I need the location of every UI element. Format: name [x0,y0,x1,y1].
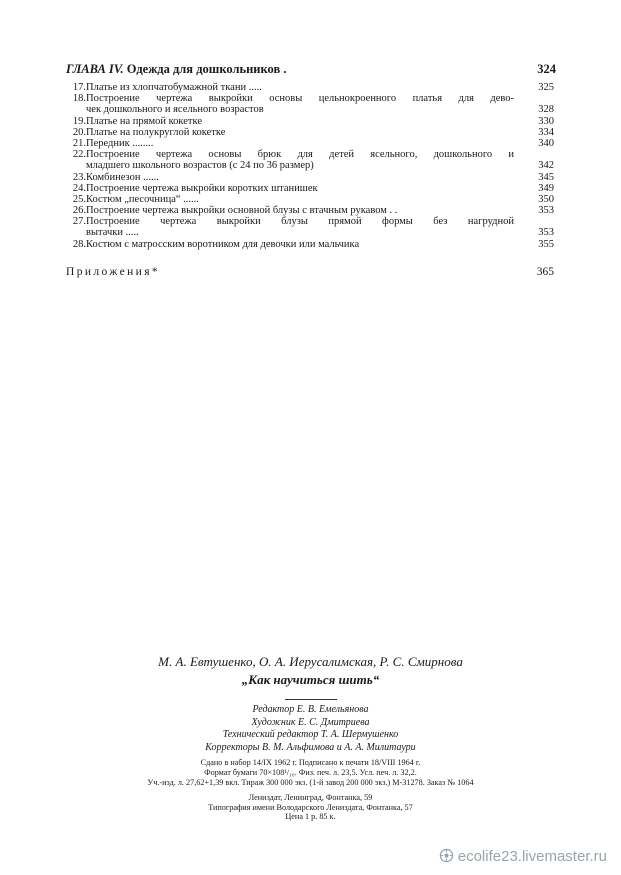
toc-entry-page: 355 [538,238,554,250]
toc-entry-page: 334 [538,126,554,138]
toc-entry-number: 18. [72,93,86,105]
watermark-text: ecolife23.livemaster.ru [457,848,607,865]
appendix-label: Приложения* [66,266,161,278]
toc-entry-page: 328 [538,104,554,116]
price-line: Цена 1 р. 85 к. [285,812,336,822]
printer-line: Типография имени Володарского Лениздата, Фонтанка, 57 [208,802,413,812]
toc-entry-number: 24. [72,182,86,194]
credit-editor: Редактор Е. В. Емельянова [252,704,369,715]
toc-entry-number: 21. [72,137,86,149]
table-of-contents [66,82,554,250]
print-detail-line: Сдано в набор 14/IX 1962 г. Подписано к печати 18/VIII 1964 г. [200,758,421,768]
toc-entry-text: Построение чертежа выкройки блузы прямой формы без нагрудной [86,216,514,228]
toc-entry-text: Платье на прямой кокетке [86,115,203,127]
toc-entry-text: Построение чертежа выкройки коротких штанишек [86,182,318,194]
toc-entry-number: 23. [72,171,86,183]
print-detail-line: Уч.-изд. л. 27,62+1,39 вкл. Тираж 300 000 экз. (1-й завод 200 000 экз.) М-31278. Заказ № 1064 [147,777,474,787]
publisher-line: Лениздат, Ленинград, Фонтанка, 59 [248,793,373,803]
toc-entry-number: 27. [72,216,86,228]
authors-line: М. А. Евтушенко, О. А. Иерусалимская, Р. С. Смирнова [158,654,463,669]
toc-entry-number: 25. [72,193,86,205]
toc-entry-page: 345 [538,171,554,183]
toc-entry-page: 353 [538,227,554,239]
toc-entry [66,239,554,250]
toc-entry [66,172,554,183]
toc-entry-line [66,127,554,138]
chapter-heading [66,62,556,76]
toc-entry-line [66,116,554,127]
toc-entry-line [66,82,554,93]
toc-entry [66,149,554,171]
toc-entry-line [66,149,554,160]
toc-entry-line [66,205,554,216]
chapter-label: ГЛАВА IV. [66,62,124,76]
toc-entry-number: 22. [72,149,86,161]
toc-entry-text: младшего школьного возрастов (с 24 по 36 размер) [86,160,314,172]
watermark [439,848,607,865]
toc-entry-page: 349 [538,182,554,194]
print-detail-line: Формат бумаги 70×108¹/₁₆. Физ. печ. л. 23,5. Усл. печ. л. 32,2. [204,767,417,777]
toc-entry-text: чек дошкольного и ясельного возрастов [86,104,264,116]
imprint-block [0,653,621,822]
credit-tech-editor: Технический редактор Т. А. Шермушенко [222,729,399,741]
toc-entry-text: Костюм с матросским воротником для девочки или мальчика [86,238,360,250]
toc-entry-line [66,104,554,115]
toc-entry-line [66,239,554,250]
toc-entry-page: 350 [538,193,554,205]
toc-entry-page: 330 [538,115,554,127]
publisher-info [0,793,621,822]
toc-entry [66,82,554,93]
imprint-divider [285,699,337,700]
toc-entry-line [66,194,554,205]
credit-artist: Художник Е. С. Дмитриева [251,716,370,728]
appendix-entry [66,266,554,279]
toc-entry [66,93,554,115]
toc-entry-line [66,227,554,238]
credit-proofreaders: Корректоры В. М. Альфимова и А. А. Милитаури [205,741,416,753]
toc-entry-number: 26. [72,205,86,217]
toc-entry-number: 20. [72,126,86,138]
toc-entry-text: Платье из хлопчатобумажной ткани ..... [86,82,262,93]
toc-entry-page: 340 [538,137,554,149]
chapter-title: Одежда для дошкольников . [126,62,287,76]
toc-entry [66,127,554,138]
toc-entry-line [66,172,554,183]
toc-entry-text: Передник ........ [86,137,154,149]
toc-entry [66,194,554,205]
appendix-page-number: 365 [536,266,554,278]
toc-entry-text: Построение чертежа выкройки основы цельнокроенного платья для дево- [86,93,514,105]
print-details [0,758,621,787]
toc-entry-line [66,138,554,149]
toc-entry-page: 353 [538,205,554,217]
toc-entry-page: 342 [538,160,554,172]
toc-entry-number: 17. [72,82,86,93]
toc-entry-text: Платье на полукруглой кокетке [86,126,226,138]
toc-entry-line [66,93,554,104]
toc-entry-number: 28. [72,238,86,250]
toc-entry [66,205,554,216]
toc-entry [66,216,554,238]
toc-entry-text: вытачки ..... [86,227,139,239]
toc-entry-page: 325 [538,82,554,93]
toc-entry-line [66,216,554,227]
toc-entry-number: 19. [72,115,86,127]
toc-entry [66,138,554,149]
toc-entry [66,116,554,127]
toc-entry-text: Костюм „песочница“ ...... [86,193,199,205]
credits-list [0,704,621,754]
chapter-page-number: 324 [537,62,556,76]
toc-entry-line [66,183,554,194]
book-title: „Как научиться шить“ [241,672,380,687]
ornament-icon [439,848,454,863]
toc-entry-text: Построение чертежа основы брюк для детей ясельного, дошкольного и [86,149,514,161]
toc-entry-text: Комбинезон ...... [86,171,159,183]
toc-entry-line [66,160,554,171]
toc-entry-text: Построение чертежа выкройки основной блузы с втачным рукавом . . [86,205,398,217]
toc-entry [66,183,554,194]
